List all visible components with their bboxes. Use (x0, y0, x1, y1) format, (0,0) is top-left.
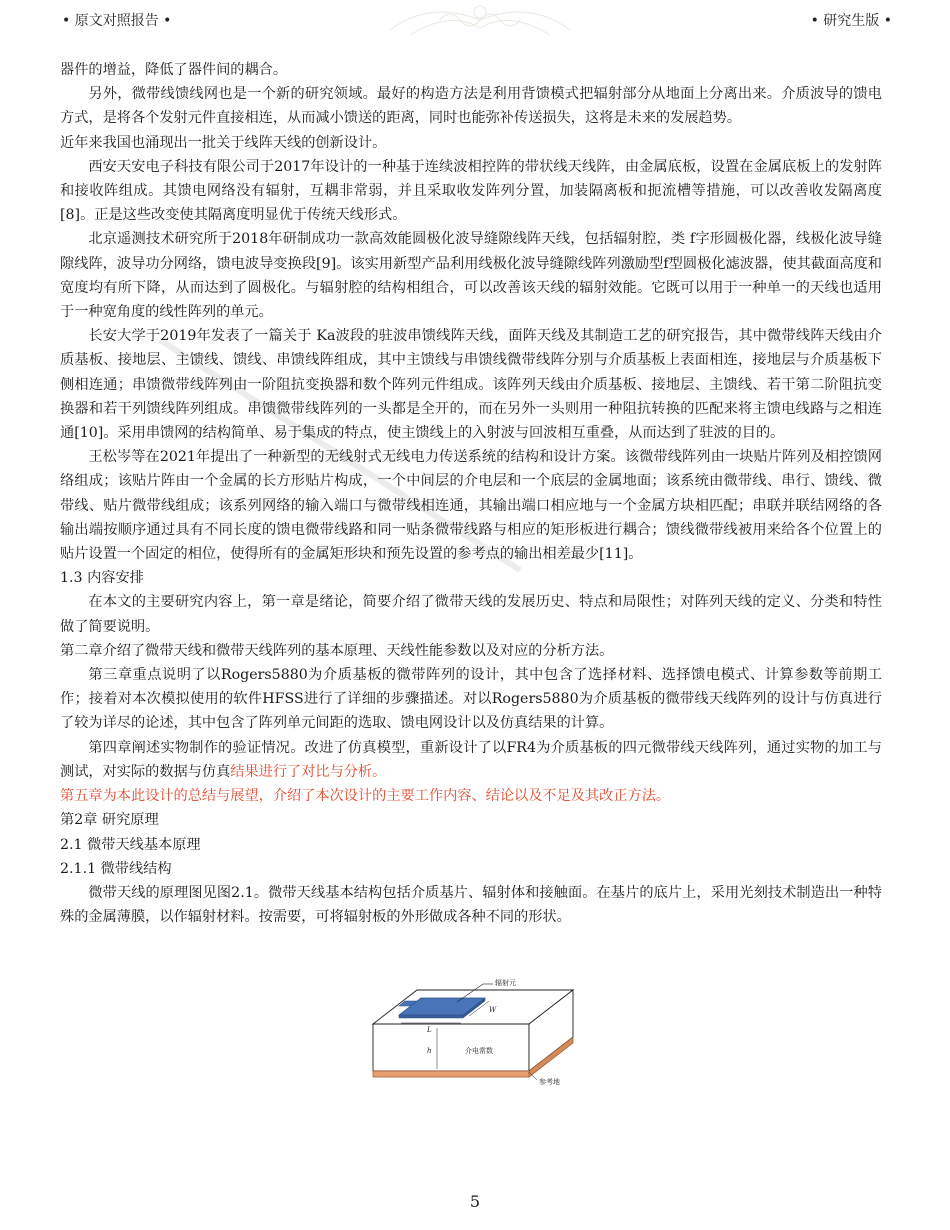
paragraph-9: 第二章介绍了微带天线和微带天线阵列的基本原理、天线性能参数以及对应的分析方法。 (60, 642, 614, 659)
paragraph-5: 北京遥测技术研究所于2018年研制成功一款高效能圆极化波导缝隙线阵天线，包括辐射腔，类 f字形圆极化器，线极化波导缝隙线阵，波导功分网络，馈电波导变换段[9]。该实用新型产品利用线极化波导缝隙线阵列激励型f型圆极化滤波器，使其截面高度和宽度均有所下降，从而达到了圆极化。与辐射腔的结构相组合，可以改善该天线的辐射效能。它既可以用于一种单一的天线也适用于一种宽角度的线性阵列的单元。 (60, 231, 882, 321)
header-ornament-icon (380, 0, 580, 40)
paragraph-8: 在本文的主要研究内容上，第一章是绪论，简要介绍了微带天线的发展历史、特点和局限性；对阵列天线的定义、分类和特性做了简要说明。 (60, 594, 882, 635)
header-edition-label: • 研究生版 • (810, 13, 892, 29)
paragraph-2: 另外，微带线馈线网也是一个新的研究领域。最好的构造方法是利用背馈模式把辐射部分从地面上分离出来。介质波导的馈电方式，是将各个发射元件直接相连，从而减小馈送的距离，同时也能弥补传送损失，这将是未来的发展趋势。 (60, 86, 882, 127)
paragraph-1: 器件的增益，降低了器件间的耦合。 (60, 62, 288, 78)
label-radiator: 辐射元 (495, 979, 516, 987)
section-heading-1-3: 1.3 内容安排 (60, 570, 144, 587)
page-number: 5 (469, 1192, 481, 1211)
paragraph-11-main: 第四章阐述实物制作的验证情况。改进了仿真模型，重新设计了以FR4为介质基板的四元微带线天线阵列，通过实物的加工与测试，对实际的数据与仿真 (60, 739, 882, 780)
paragraph-6: 长安大学于2019年发表了一篇关于 Ka波段的驻波串馈线阵天线，面阵天线及其制造工艺的研究报告，其中微带线阵天线由介质基板、接地层、主馈线、馈线、串馈线阵组成，其中主馈线与串馈线微带线阵分别与介质基板上表面相连，接地层与介质基板下侧相连通；串馈微带线阵列由一阶阻抗变换器和数个阵列元件组成。该阵列天线由介质基板、接地层、主馈线、若干第二阶阻抗变换器和若干列馈线阵列组成。串馈微带线阵列的一头都是全开的，而在另外一头则用一种阻抗转换的匹配来将主馈电线路与之相连通[10]。采用串馈网的结构简单、易于集成的特点，使主馈线上的入射波与回波相互重叠，从而达到了驻波的目的。 (60, 328, 882, 442)
ground-plane-front (373, 1071, 529, 1077)
section-heading-2-1: 2.1 微带天线基本原理 (60, 836, 201, 853)
body-text (60, 58, 882, 929)
paragraph-7: 王松岑等在2021年提出了一种新型的无线射式无线电力传送系统的结构和设计方案。该微带线阵列由一块贴片阵列及相控馈网络组成；该贴片阵由一个金属的长方形贴片构成，一个中间层的介电层和一个底层的金属地面；该系统由微带线、串行、馈线、微带线、贴片微带线组成；该系列网络的输入端口与微带线相连通，其输出端口相应地与一个金属方块相匹配；串联并联结网络的各输出端按顺序通过具有不同长度的馈电微带线路和同一贴条微带线路与相应的矩形板进行耦合；馈线微带线被用来给各个位置上的贴片设置一个固定的相位，使得所有的金属矩形块和预先设置的参考点的输出相差最少[11]。 (60, 449, 882, 563)
label-ground: 参考地 (539, 1078, 560, 1086)
label-h: h (427, 1047, 432, 1055)
chapter-heading-2: 第2章 研究原理 (60, 812, 159, 829)
label-l: L (427, 1026, 432, 1034)
paragraph-3: 近年来我国也涌现出一批关于线阵天线的创新设计。 (60, 134, 387, 151)
paragraph-11 (60, 736, 882, 784)
paragraph-4: 西安天安电子科技有限公司于2017年设计的一种基于连续波相控阵的带状线天线阵，由金属底板，设置在金属底板上的发射阵和接收阵组成。其馈电网络没有辐射，互耦非常弱，并且采取收发阵列分置，加装隔离板和扼流槽等措施，可以改善收发隔离度[8]。正是这些改变使其隔离度明显优于传统天线形式。 (60, 158, 882, 224)
microstrip-antenna-figure (365, 968, 585, 1093)
paragraph-12-highlight: 第五章为本此设计的总结与展望，介绍了本次设计的主要工作内容、结论以及不足及其改正方法。 (60, 788, 671, 805)
paragraph-11-highlight: 结果进行了对比与分析。 (230, 763, 387, 780)
label-dielectric: 介电常数 (465, 1047, 493, 1055)
header-report-label: • 原文对照报告 • (62, 13, 172, 29)
paragraph-13: 微带天线的原理图见图2.1。微带天线基本结构包括介质基片、辐射体和接触面。在基片的底片上，采用光刻技术制造出一种特殊的金属薄膜，以作辐射材料。按需要，可将辐射板的外形做成各种不同的形状。 (60, 884, 882, 926)
label-w: W (489, 1006, 497, 1014)
substrate-front (373, 1024, 529, 1071)
radiating-patch-edge (399, 1015, 463, 1018)
paragraph-10: 第三章重点说明了以Rogers5880为介质基板的微带阵列的设计，其中包含了选择材料、选择馈电模式、计算参数等前期工作；接着对本次模拟使用的软件HFSS进行了详细的步骤描述。对以Rogers5880为介质基板的微带线天线阵列的设计与仿真进行了较为详尽的论述，其中包含了阵列单元间距的选取、馈电网设计以及仿真结果的计算。 (60, 667, 882, 732)
section-heading-2-1-1: 2.1.1 微带线结构 (60, 860, 172, 877)
